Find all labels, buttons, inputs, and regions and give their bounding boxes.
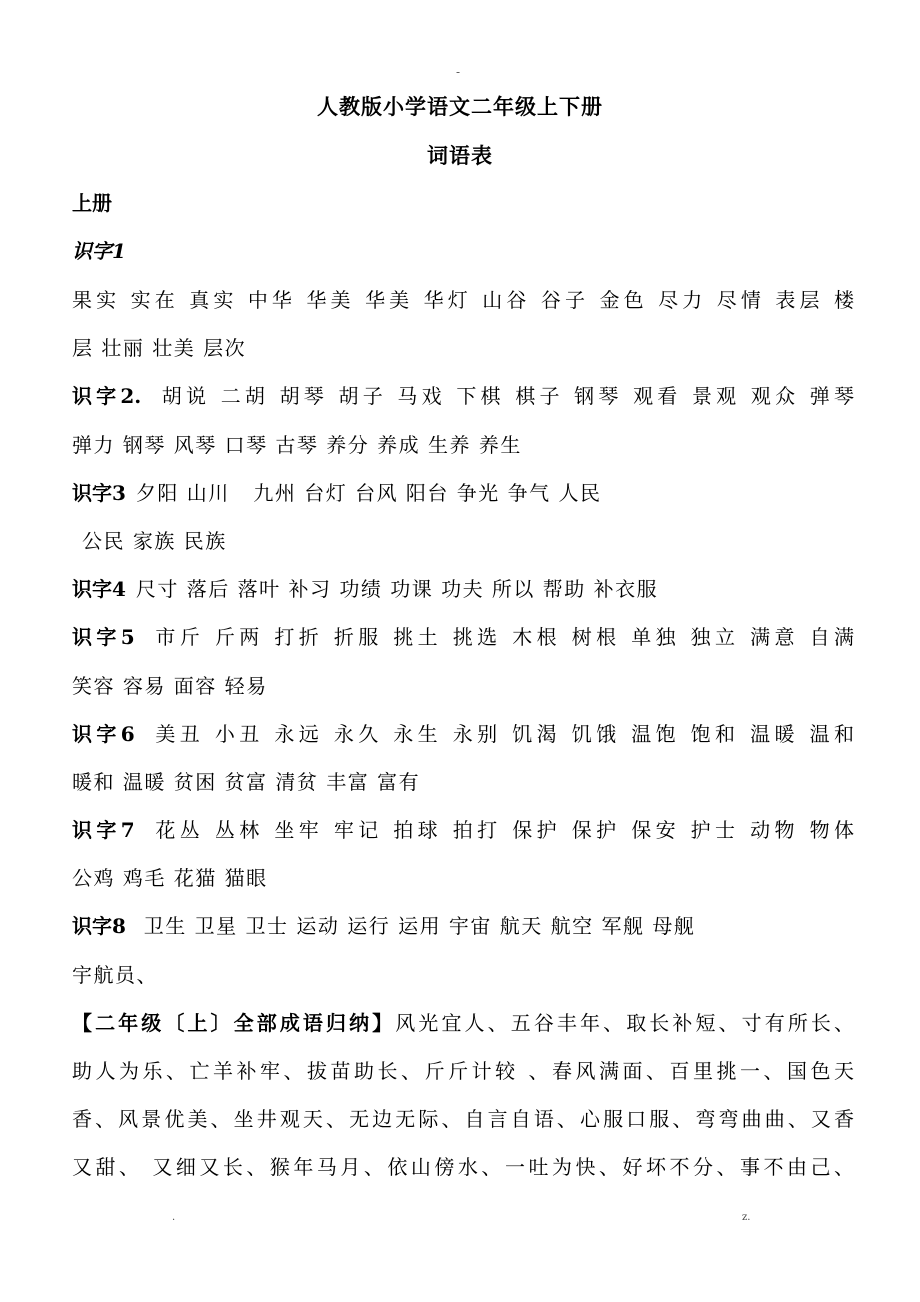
- vocab-text: 夕阳 山川 九州 台灯 台风 阳台 争光 争气 人民: [135, 480, 602, 505]
- idiom-text: 助人为乐、亡羊补牢、拔苗助长、斤斤计较 、春风满面、百里挑一、国色天: [72, 1059, 854, 1083]
- vocab-text: 美丑 小丑 永远 永久 永生 永别 饥渴 饥饿 温饱 饱和 温暖 温和: [155, 721, 855, 746]
- idiom-section-label: 【二年级〔上〕全部成语归纳】: [72, 1010, 396, 1035]
- vocab-text: 宇航员、: [72, 962, 158, 987]
- vocab-line: [72, 909, 854, 957]
- vocab-line: [72, 283, 854, 331]
- lesson-label: 识字3: [72, 480, 126, 505]
- lesson-label: 识字6: [72, 721, 135, 746]
- lesson-label: 识字4: [72, 577, 126, 602]
- vocab-line: [72, 717, 854, 765]
- vocab-line: [72, 331, 854, 379]
- idiom-text: 香、风景优美、坐井观天、无边无际、自言自语、心服口服、弯弯曲曲、又香: [72, 1107, 854, 1132]
- lesson-label: 识字8: [72, 914, 126, 939]
- vocab-line: [72, 669, 854, 717]
- vocab-text: 弹力 钢琴 风琴 口琴 古琴 养分 养成 生养 养生: [72, 432, 522, 457]
- vocab-text: 笑容 容易 面容 轻易: [72, 673, 268, 698]
- vocab-text: 尺寸 落后 落叶 补习 功绩 功课 功夫 所以 帮助 补衣服: [135, 577, 659, 602]
- footer-mark-left: .: [172, 1212, 176, 1223]
- idiom-text: 风光宜人、五谷丰年、取长补短、寸有所长、: [395, 1010, 855, 1035]
- idiom-text: 又甜、 又细又长、猴年马月、依山傍水、一吐为快、好坏不分、事不由己、: [72, 1155, 854, 1180]
- vocab-text: 市斤 斤两 打折 折服 挑土 挑选 木根 树根 单独 独立 满意 自满: [155, 625, 855, 650]
- idiom-line: [72, 1054, 854, 1102]
- idiom-line: [72, 1150, 854, 1198]
- vocab-line: [72, 524, 854, 572]
- lesson-label: 识字7: [72, 818, 135, 843]
- vocab-line: [72, 476, 854, 524]
- header-mark: -: [456, 65, 461, 79]
- idiom-line: [72, 1006, 854, 1054]
- document-subtitle: 词语表: [427, 143, 493, 168]
- vocab-line: [72, 958, 854, 1006]
- lesson-label: 识字5: [72, 625, 135, 650]
- vocab-text: 公民 家族 民族: [82, 528, 227, 553]
- vocab-text: 果实 实在 真实 中华 华美 华美 华灯 山谷 谷子 金色 尽力 尽情 表层 楼: [72, 288, 854, 312]
- idiom-line: [72, 1102, 854, 1150]
- section-heading-volume-up: 上册: [72, 191, 112, 215]
- vocab-line: [72, 428, 854, 476]
- vocab-line: [72, 379, 854, 427]
- vocab-text: 胡说 二胡 胡琴 胡子 马戏 下棋 棋子 钢琴 观看 景观 观众 弹琴: [161, 384, 854, 409]
- vocabulary-list: [72, 283, 854, 1199]
- lesson-heading-1: 识字1: [72, 239, 126, 263]
- lesson-label: 识字2.: [72, 384, 142, 409]
- vocab-text: 花丛 丛林 坐牢 牢记 拍球 拍打 保护 保护 保安 护士 动物 物体: [155, 818, 855, 843]
- vocab-line: [72, 620, 854, 668]
- vocab-line: [72, 813, 854, 861]
- vocab-text: 暖和 温暖 贫困 贫富 清贫 丰富 富有: [72, 769, 421, 794]
- vocab-line: [72, 765, 854, 813]
- vocab-text: 层 壮丽 壮美 层次: [72, 336, 247, 361]
- footer-mark-right: z.: [742, 1212, 751, 1223]
- vocab-line: [72, 861, 854, 909]
- vocab-text: 卫生 卫星 卫士 运动 运行 运用 宇宙 航天 航空 军舰 母舰: [143, 914, 696, 939]
- vocab-text: 公鸡 鸡毛 花猫 猫眼: [72, 866, 268, 891]
- vocab-line: [72, 572, 854, 620]
- document-title: 人教版小学语文二年级上下册: [317, 94, 603, 119]
